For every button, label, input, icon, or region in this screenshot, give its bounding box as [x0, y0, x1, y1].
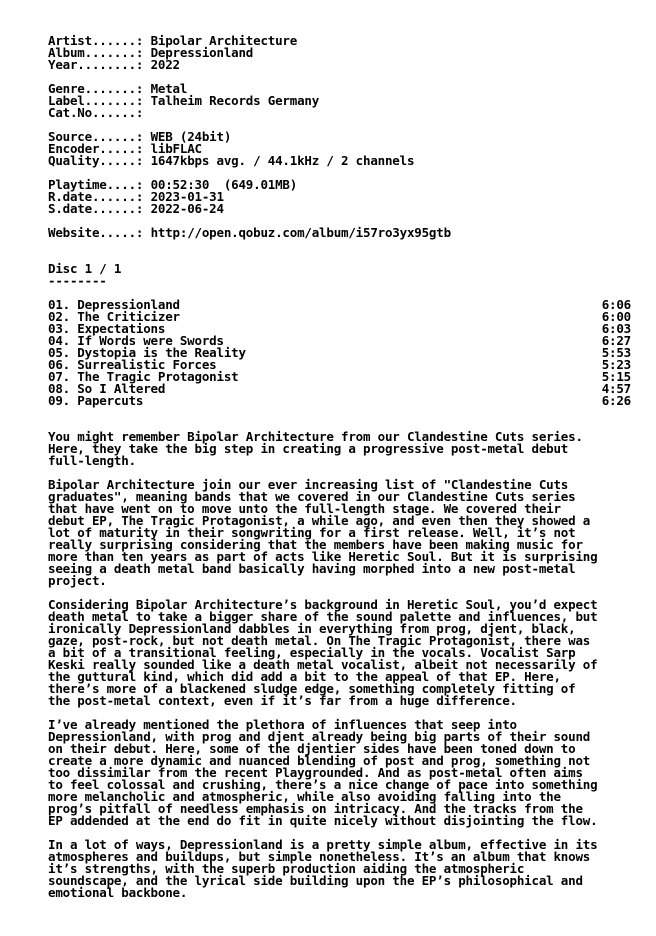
track-title: 06. Surrealistic Forces [48, 357, 217, 372]
track-duration: 6:27 [601, 333, 631, 348]
quality-value: 1647kbps avg. / 44.1kHz / 2 channels [150, 153, 415, 168]
paragraph-line: really surprising considering that the members have been making music for [48, 537, 583, 552]
year-line: Year........: 2022 [48, 57, 180, 72]
metadata-block-4 [48, 179, 648, 215]
track-duration: 6:26 [601, 393, 631, 408]
label-line: Label.......: Talheim Records Germany [48, 93, 320, 108]
paragraph-line: atmospheres and buildups, but simple nonetheless. It’s an album that knows [48, 849, 591, 864]
website-line: Website.....: http://open.qobuz.com/album/i57ro3yx95gtb [48, 225, 451, 240]
store-date-value: 2022-06-24 [150, 201, 224, 216]
paragraph-line: lot of maturity in their songwriting for a first release. Well, it’s not [48, 525, 576, 540]
paragraph-line: on their debut. Here, some of the djentier sides have been toned down to [48, 741, 576, 756]
paragraph-line: debut EP, The Tragic Protagonist, a while ago, and even then they showed a [48, 513, 591, 528]
paragraph-line: more melancholic and atmospheric, while also avoiding falling into the [48, 789, 561, 804]
track-duration: 5:53 [601, 345, 631, 360]
album-value: Depressionland [150, 45, 254, 60]
track-duration: 4:57 [601, 381, 631, 396]
track-title: 04. If Words were Swords [48, 333, 224, 348]
metadata-block-3 [48, 131, 648, 167]
review-paragraph [48, 839, 648, 899]
paragraph-line: that have went on to move unto the full-length stage. We covered their [48, 501, 561, 516]
playtime-line: Playtime....: 00:52:30 (649.01MB) [48, 177, 298, 192]
paragraph-line: full-length. [48, 453, 136, 468]
paragraph-line: soundscape, and the lyrical side building upon the EP’s philosophical and [48, 873, 583, 888]
nfo-document [48, 35, 648, 899]
artist-line: Artist......: Bipolar Architecture [48, 33, 298, 48]
paragraph-line: ironically Depressionland dabbles in everything from prog, djent, black, [48, 621, 576, 636]
quality-line: Quality.....: 1647kbps avg. / 44.1kHz / 2 channels [48, 153, 415, 168]
paragraph-line: create a more dynamic and nuanced blending of post and prog, something not [48, 753, 591, 768]
paragraph-line: gaze, post-rock, but not death metal. On The Tragic Protagonist, there was [48, 633, 591, 648]
paragraph-line: the post-metal context, even if it’s far from a huge difference. [48, 693, 517, 708]
review-text [48, 431, 648, 899]
genre-line: Genre.......: Metal [48, 81, 188, 96]
paragraph-line: I’ve already mentioned the plethora of influences that seep into [48, 717, 517, 732]
track-title: 09. Papercuts [48, 393, 144, 408]
playtime-value: 00:52:30 (649.01MB) [150, 177, 298, 192]
paragraph-line: emotional backbone. [48, 885, 188, 900]
metadata-block-1 [48, 35, 648, 71]
track-title: 07. The Tragic Protagonist [48, 369, 239, 384]
store-date-line: S.date......: 2022-06-24 [48, 201, 224, 216]
paragraph-line: it’s strengths, with the superb production aiding the atmospheric [48, 861, 525, 876]
label-value: Talheim Records Germany [150, 93, 320, 108]
paragraph-line: You might remember Bipolar Architecture from our Clandestine Cuts series. [48, 429, 583, 444]
release-date-line: R.date......: 2023-01-31 [48, 189, 224, 204]
review-paragraph [48, 719, 648, 827]
track-duration: 6:06 [601, 297, 631, 312]
source-value: WEB (24bit) [150, 129, 232, 144]
paragraph-line: Here, they take the big step in creating a progressive post-metal debut [48, 441, 569, 456]
paragraph-line: Bipolar Architecture join our ever increasing list of "Clandestine Cuts [48, 477, 569, 492]
paragraph-line: too dissimilar from the recent Playgrounded. And as post-metal often aims [48, 765, 583, 780]
track-duration: 6:03 [601, 321, 631, 336]
track-duration: 5:23 [601, 357, 631, 372]
disc-title: Disc 1 / 1 [48, 261, 122, 276]
encoder-line: Encoder.....: libFLAC [48, 141, 202, 156]
album-line: Album.......: Depressionland [48, 45, 254, 60]
track-duration: 5:15 [601, 369, 631, 384]
paragraph-line: to feel colossal and crushing, there’s a nice change of pace into something [48, 777, 598, 792]
metadata-block-2 [48, 83, 648, 119]
paragraph-line: there’s more of a blackened sludge edge, something completely fitting of [48, 681, 576, 696]
tracklist [48, 299, 648, 407]
paragraph-line: graduates", meaning bands that we covered in our Clandestine Cuts series [48, 489, 576, 504]
paragraph-line: seeing a death metal band basically having morphed into a new post-metal [48, 561, 576, 576]
review-paragraph [48, 431, 648, 467]
website-link[interactable]: http://open.qobuz.com/album/i57ro3yx95gtb [150, 225, 451, 240]
artist-value: Bipolar Architecture [150, 33, 298, 48]
disc-underline: -------- [48, 273, 107, 288]
track-duration: 6:00 [601, 309, 631, 324]
paragraph-line: the guttural kind, which did add a bit to the appeal of that EP. Here, [48, 669, 561, 684]
catno-line: Cat.No......: [48, 105, 151, 120]
review-paragraph [48, 599, 648, 707]
paragraph-line: EP addended at the end do fit in quite nicely without disjointing the flow. [48, 813, 598, 828]
paragraph-line: Considering Bipolar Architecture’s background in Heretic Soul, you’d expect [48, 597, 598, 612]
track-title: 01. Depressionland [48, 297, 180, 312]
release-date-value: 2023-01-31 [150, 189, 224, 204]
source-line: Source......: WEB (24bit) [48, 129, 232, 144]
track-title: 03. Expectations [48, 321, 166, 336]
track-row [48, 395, 631, 407]
paragraph-line: more than ten years as part of acts like Heretic Soul. But it is surprising [48, 549, 598, 564]
track-title: 05. Dystopia is the Reality [48, 345, 246, 360]
track-title: 08. So I Altered [48, 381, 166, 396]
paragraph-line: In a lot of ways, Depressionland is a pretty simple album, effective in its [48, 837, 598, 852]
paragraph-line: Depressionland, with prog and djent already being big parts of their sound [48, 729, 591, 744]
track-title: 02. The Criticizer [48, 309, 180, 324]
paragraph-line: a bit of a transitional feeling, especially in the vocals. Vocalist Sarp [48, 645, 576, 660]
paragraph-line: prog’s pitfall of needless emphasis on intricacy. And the tracks from the [48, 801, 583, 816]
review-paragraph [48, 479, 648, 587]
encoder-value: libFLAC [150, 141, 202, 156]
paragraph-line: project. [48, 573, 107, 588]
year-value: 2022 [150, 57, 180, 72]
paragraph-line: death metal to take a bigger share of the sound palette and influences, but [48, 609, 598, 624]
genre-value: Metal [150, 81, 188, 96]
paragraph-line: Keski really sounded like a death metal vocalist, albeit not necessarily of [48, 657, 598, 672]
